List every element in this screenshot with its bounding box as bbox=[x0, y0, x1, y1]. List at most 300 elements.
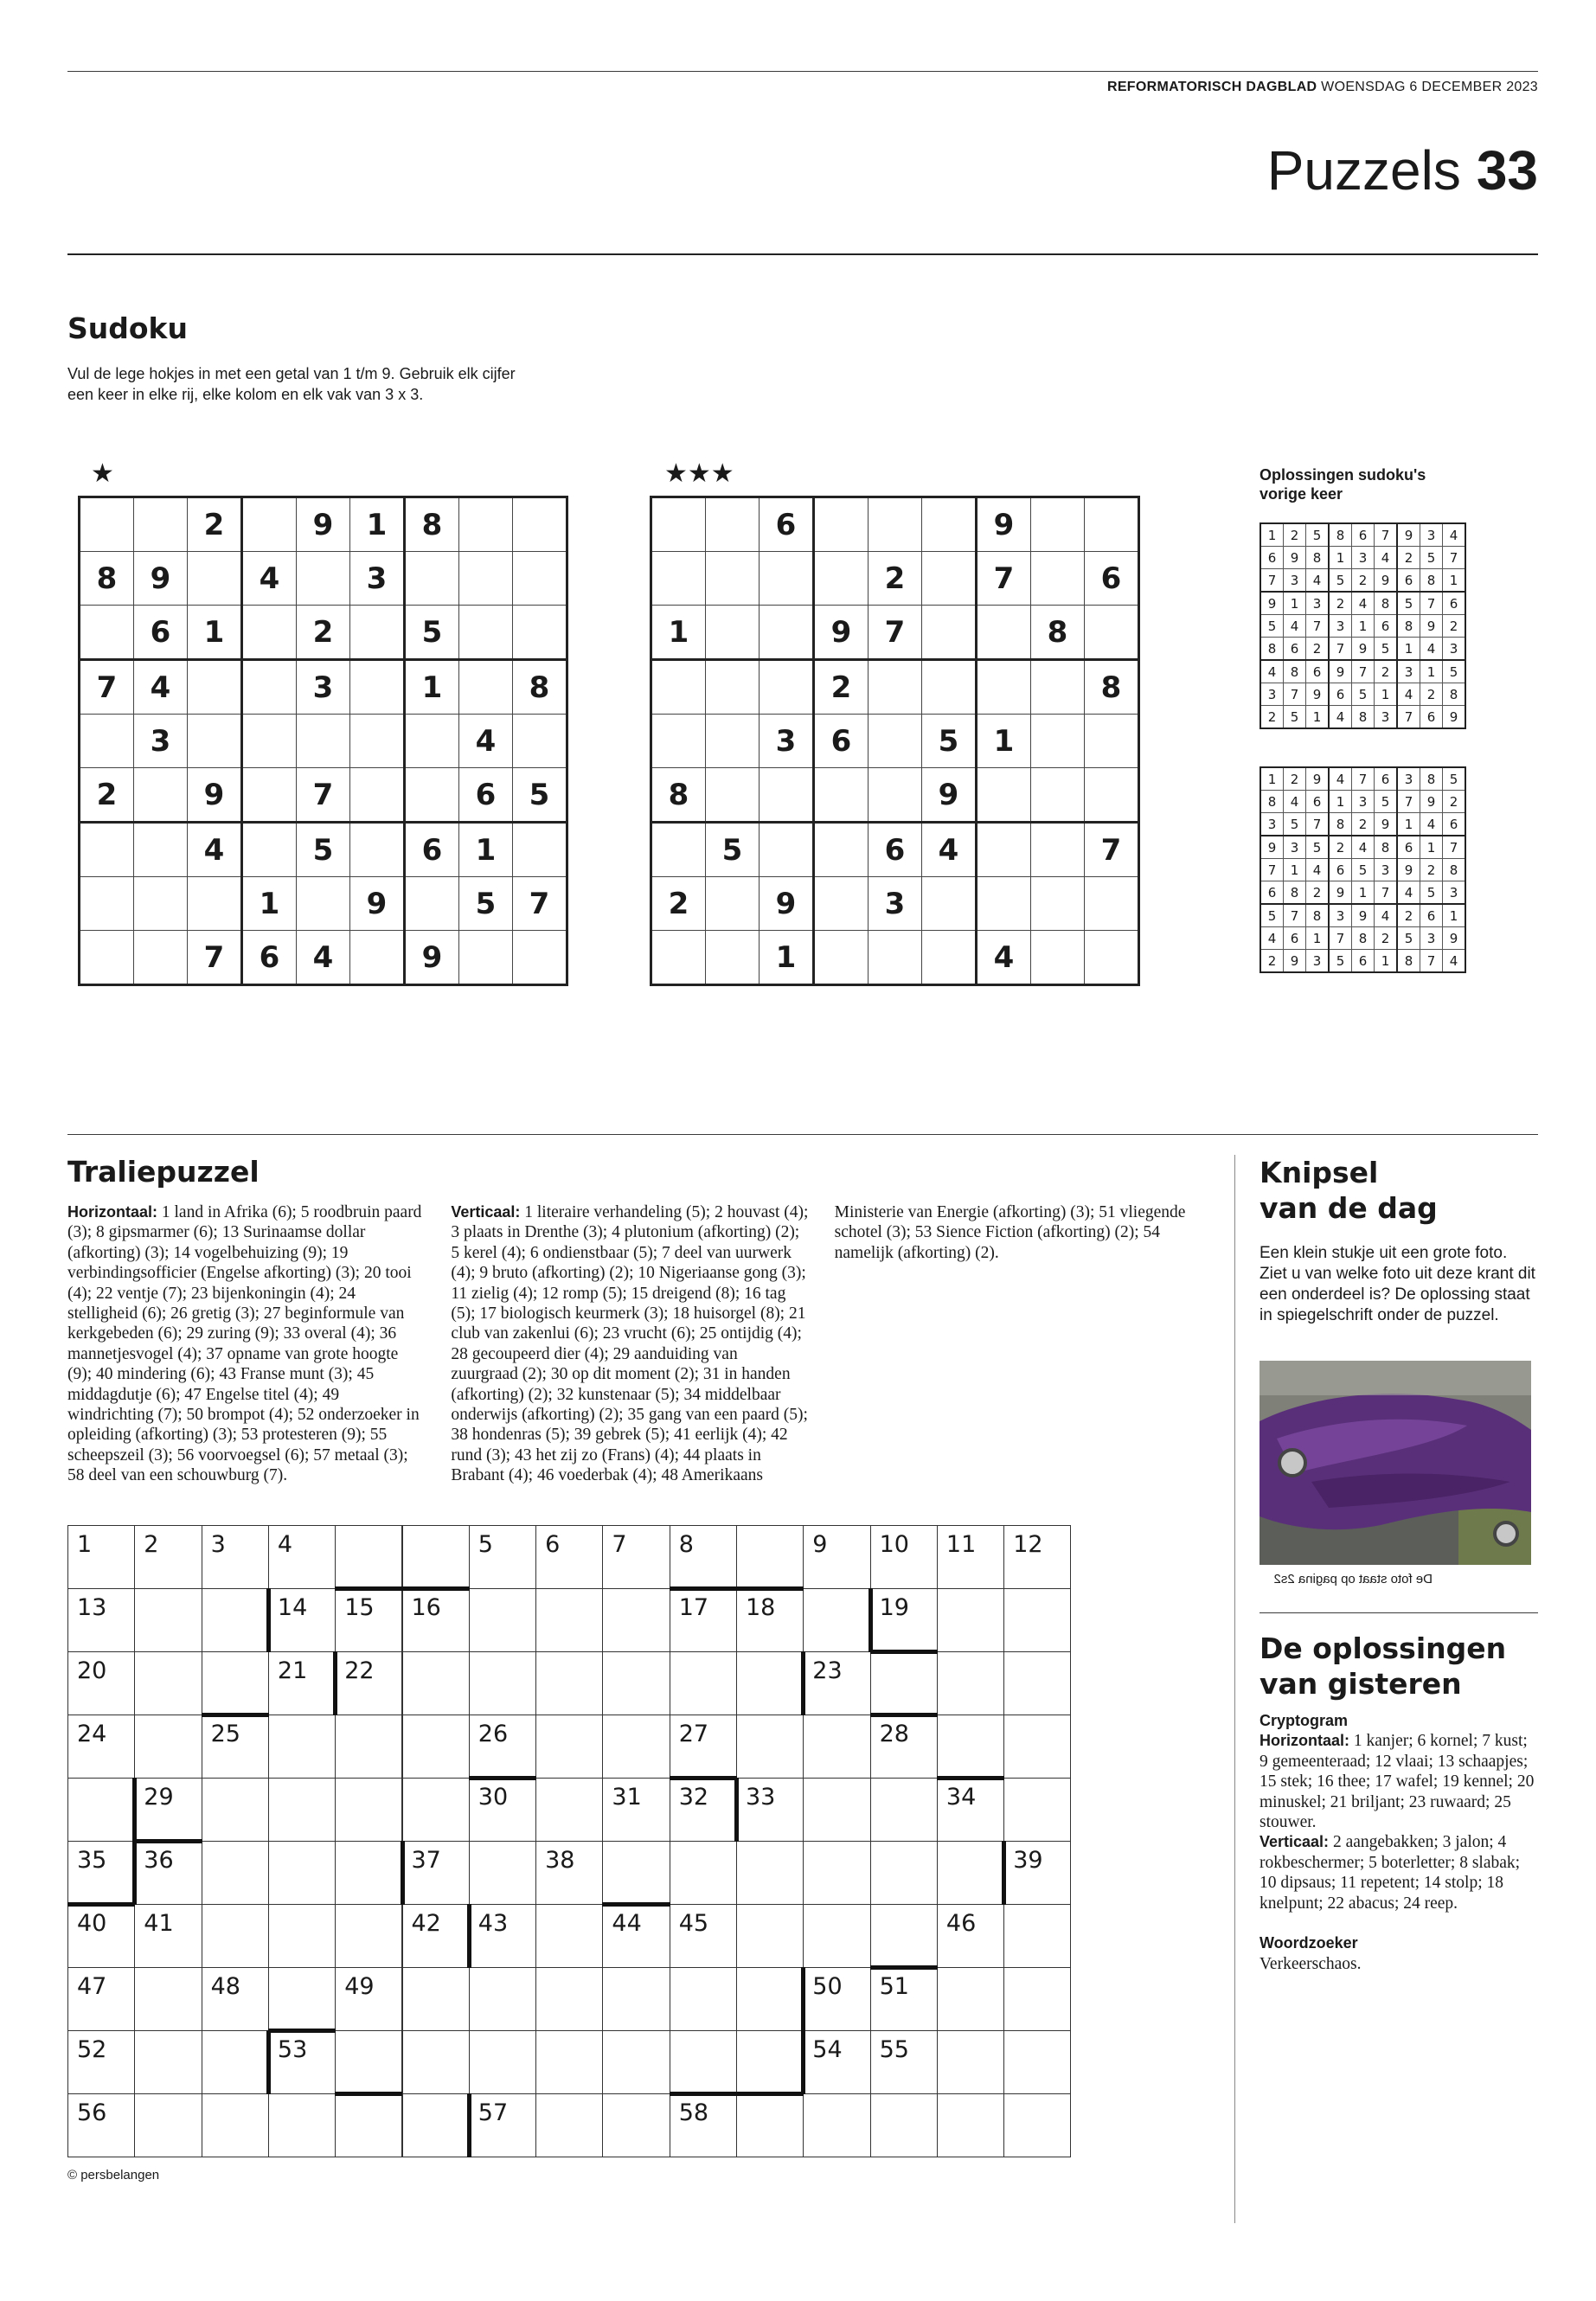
crossword-cell[interactable] bbox=[736, 1715, 804, 1779]
crossword-cell[interactable] bbox=[535, 1715, 603, 1779]
crossword-cell[interactable] bbox=[803, 1525, 870, 1589]
crossword-cell[interactable] bbox=[602, 1715, 670, 1779]
crossword-cell[interactable] bbox=[134, 1651, 202, 1715]
sudoku-cell-easy-cell bbox=[459, 660, 513, 715]
traliepuzzel-clues bbox=[67, 1202, 1192, 1497]
crossword-cell[interactable] bbox=[937, 2093, 1004, 2157]
crossword-bar bbox=[736, 2092, 804, 2096]
crossword-cell[interactable] bbox=[202, 1967, 269, 2031]
sudoku-cell-easy-cell: 3 bbox=[350, 552, 405, 606]
solution-1-cell: 4 bbox=[1375, 547, 1398, 569]
sudoku-cell-hard-cell bbox=[1031, 552, 1085, 606]
solution-1-cell: 5 bbox=[1329, 569, 1352, 593]
solution-2-cell: 3 bbox=[1284, 836, 1306, 859]
crossword-cell[interactable] bbox=[402, 1651, 470, 1715]
knipsel-rule bbox=[1259, 1612, 1538, 1613]
solution-1-cell: 3 bbox=[1420, 523, 1443, 547]
sudoku-cell-hard-cell bbox=[706, 606, 760, 660]
crossword-cell[interactable] bbox=[67, 1715, 135, 1779]
crossword-cell[interactable] bbox=[736, 2030, 804, 2094]
crossword-cell[interactable] bbox=[67, 1967, 135, 2031]
solution-2-cell: 9 bbox=[1375, 813, 1398, 836]
solution-2-cell: 4 bbox=[1306, 859, 1330, 881]
solution-2-row bbox=[1260, 791, 1465, 813]
crossword-bar bbox=[266, 2030, 271, 2094]
masthead bbox=[67, 80, 1538, 95]
sudoku-cell-easy-cell bbox=[134, 823, 188, 877]
crossword-cell[interactable] bbox=[670, 1651, 737, 1715]
crossword-cell[interactable] bbox=[870, 1904, 938, 1968]
crossword-number: 20 bbox=[77, 1657, 107, 1684]
crossword-cell[interactable] bbox=[268, 1715, 336, 1779]
knipsel-title-line2: van de dag bbox=[1259, 1191, 1438, 1225]
crossword-cell[interactable] bbox=[402, 2030, 470, 2094]
crossword-bar bbox=[734, 1778, 739, 1842]
solution-2-row bbox=[1260, 813, 1465, 836]
oplossingen-text bbox=[1259, 1711, 1536, 1974]
crossword-cell[interactable] bbox=[202, 1715, 269, 1779]
crossword-cell[interactable] bbox=[134, 1715, 202, 1779]
solution-1-cell: 4 bbox=[1420, 638, 1443, 661]
crossword-cell[interactable] bbox=[402, 1715, 470, 1779]
crossword-cell[interactable] bbox=[268, 1588, 336, 1652]
crossword-cell[interactable] bbox=[335, 1715, 402, 1779]
sudoku-cell-easy-cell bbox=[242, 606, 297, 660]
solution-2-cell: 1 bbox=[1375, 950, 1398, 973]
sudoku-cell-easy-row bbox=[80, 497, 567, 552]
crossword-cell[interactable] bbox=[335, 1841, 402, 1905]
solution-2-cell: 4 bbox=[1260, 927, 1284, 950]
crossword-cell[interactable] bbox=[268, 1778, 336, 1842]
crossword-cell[interactable] bbox=[134, 1904, 202, 1968]
crossword-cell[interactable] bbox=[602, 1525, 670, 1589]
solution-2-cell: 3 bbox=[1329, 904, 1352, 927]
crossword-cell[interactable] bbox=[535, 1525, 603, 1589]
crossword-cell[interactable] bbox=[202, 1904, 269, 1968]
crossword-cell[interactable] bbox=[803, 1588, 870, 1652]
sudoku-cell-hard-cell bbox=[814, 931, 869, 985]
crossword-cell[interactable] bbox=[469, 1904, 536, 1968]
solution-1-row bbox=[1260, 547, 1465, 569]
crossword-number: 41 bbox=[144, 1910, 174, 1937]
solution-1-cell: 8 bbox=[1443, 683, 1466, 706]
sudoku-cell-easy-cell bbox=[405, 715, 459, 768]
sudoku-cell-easy-cell bbox=[405, 552, 459, 606]
solution-2-cell: 7 bbox=[1375, 881, 1398, 905]
solution-2-cell: 5 bbox=[1420, 881, 1443, 905]
crossword-bar bbox=[801, 2030, 805, 2094]
crossword-cell[interactable] bbox=[736, 1841, 804, 1905]
crossword-cell[interactable] bbox=[870, 2093, 938, 2157]
crossword-cell[interactable] bbox=[202, 2030, 269, 2094]
crossword-cell[interactable] bbox=[535, 1588, 603, 1652]
crossword-cell[interactable] bbox=[736, 1651, 804, 1715]
crossword-cell[interactable] bbox=[535, 1904, 603, 1968]
crossword-cell[interactable] bbox=[268, 1967, 336, 2031]
sudoku-cell-hard-cell bbox=[869, 497, 922, 552]
sudoku-cell-hard-cell bbox=[814, 877, 869, 931]
solution-2-cell: 1 bbox=[1420, 836, 1443, 859]
crossword-cell[interactable] bbox=[670, 1841, 737, 1905]
sudoku-cell-easy-cell bbox=[80, 877, 134, 931]
crossword-cell[interactable] bbox=[870, 1967, 938, 2031]
crossword-cell[interactable] bbox=[202, 1778, 269, 1842]
crossword-cell[interactable] bbox=[134, 2093, 202, 2157]
crossword-number: 4 bbox=[277, 1531, 293, 1558]
sudoku-cell-easy-row bbox=[80, 660, 567, 715]
crossword-cell[interactable] bbox=[469, 1778, 536, 1842]
crossword-bar bbox=[870, 1713, 938, 1717]
solution-2-cell: 3 bbox=[1443, 881, 1466, 905]
crossword-cell[interactable] bbox=[670, 1525, 737, 1589]
sudoku-cell-easy-cell: 6 bbox=[405, 823, 459, 877]
crossword-cell[interactable] bbox=[736, 1588, 804, 1652]
crossword-cell[interactable] bbox=[335, 1588, 402, 1652]
solution-2-cell: 6 bbox=[1397, 836, 1420, 859]
solution-2-cell: 8 bbox=[1260, 791, 1284, 813]
crossword-cell[interactable] bbox=[803, 1651, 870, 1715]
crossword-cell[interactable] bbox=[870, 1778, 938, 1842]
crossword-cell[interactable] bbox=[402, 1841, 470, 1905]
solution-2-cell: 2 bbox=[1284, 767, 1306, 791]
crossword-cell[interactable] bbox=[469, 2093, 536, 2157]
oplossingen-title-line1: De oplossingen bbox=[1259, 1631, 1507, 1665]
sudoku-cell-easy-cell: 5 bbox=[297, 823, 350, 877]
solution-2-cell: 6 bbox=[1420, 904, 1443, 927]
crossword-cell[interactable] bbox=[870, 1588, 938, 1652]
sudoku-cell-hard-cell: 8 bbox=[1031, 606, 1085, 660]
crossword-cell[interactable] bbox=[670, 1588, 737, 1652]
crossword-cell[interactable] bbox=[1003, 2093, 1071, 2157]
crossword-cell[interactable] bbox=[202, 1588, 269, 1652]
sudoku-cell-hard-cell bbox=[1031, 823, 1085, 877]
crossword-cell[interactable] bbox=[736, 1967, 804, 2031]
traliepuzzel-title: Traliepuzzel bbox=[67, 1155, 260, 1189]
sudoku-cell-easy-cell: 7 bbox=[80, 660, 134, 715]
crossword-cell[interactable] bbox=[134, 2030, 202, 2094]
sudoku-cell-easy-cell: 7 bbox=[297, 768, 350, 823]
crossword-cell[interactable] bbox=[937, 1651, 1004, 1715]
crossword-cell[interactable] bbox=[402, 1967, 470, 2031]
crossword-cell[interactable] bbox=[268, 2030, 336, 2094]
crossword-cell[interactable] bbox=[535, 1841, 603, 1905]
crossword-number: 42 bbox=[411, 1910, 441, 1937]
crossword-cell[interactable] bbox=[202, 1841, 269, 1905]
solution-1-cell: 1 bbox=[1306, 706, 1330, 729]
crossword-cell[interactable] bbox=[803, 1967, 870, 2031]
crossword-cell[interactable] bbox=[134, 1967, 202, 2031]
crossword-cell[interactable] bbox=[202, 1525, 269, 1589]
solution-2-cell: 1 bbox=[1306, 927, 1330, 950]
crossword-cell[interactable] bbox=[937, 2030, 1004, 2094]
crossword-cell[interactable] bbox=[134, 1588, 202, 1652]
crossword-number: 25 bbox=[210, 1721, 240, 1747]
crossword-cell[interactable] bbox=[134, 1841, 202, 1905]
woordzoeker-label: Woordzoeker bbox=[1259, 1934, 1358, 1952]
crossword-cell[interactable] bbox=[67, 1651, 135, 1715]
crossword-cell[interactable] bbox=[602, 1778, 670, 1842]
crossword-cell[interactable] bbox=[268, 1651, 336, 1715]
solution-2-cell: 7 bbox=[1352, 767, 1375, 791]
solution-1-cell: 3 bbox=[1397, 660, 1420, 683]
crossword-cell[interactable] bbox=[268, 1841, 336, 1905]
crossword-cell[interactable] bbox=[469, 1525, 536, 1589]
sudoku-cell-hard-cell bbox=[706, 552, 760, 606]
section-title: Puzzels bbox=[1266, 139, 1461, 202]
crossword-number: 27 bbox=[678, 1721, 709, 1747]
crossword-cell[interactable] bbox=[602, 2030, 670, 2094]
crossword-cell[interactable] bbox=[670, 1904, 737, 1968]
crossword-cell[interactable] bbox=[937, 1588, 1004, 1652]
crossword-cell[interactable] bbox=[937, 1841, 1004, 1905]
crossword-number: 1 bbox=[77, 1531, 93, 1558]
crossword-cell[interactable] bbox=[803, 2093, 870, 2157]
crossword-cell[interactable] bbox=[803, 1715, 870, 1779]
sudoku-cell-easy-cell bbox=[242, 660, 297, 715]
crossword-cell[interactable] bbox=[134, 1778, 202, 1842]
crossword-cell[interactable] bbox=[937, 1967, 1004, 2031]
crossword-cell[interactable] bbox=[535, 1651, 603, 1715]
crossword-cell[interactable] bbox=[870, 1715, 938, 1779]
solution-1-cell: 9 bbox=[1260, 592, 1284, 615]
sudoku-cell-hard-cell: 7 bbox=[869, 606, 922, 660]
crossword-cell[interactable] bbox=[535, 1967, 603, 2031]
sudoku-cell-hard-cell bbox=[1031, 877, 1085, 931]
crossword-cell[interactable] bbox=[268, 1904, 336, 1968]
solution-1-cell: 8 bbox=[1397, 615, 1420, 638]
solution-1-cell: 4 bbox=[1397, 683, 1420, 706]
photo-fragment-image bbox=[1259, 1361, 1531, 1565]
crossword-number: 37 bbox=[411, 1847, 441, 1874]
crossword-cell[interactable] bbox=[268, 1525, 336, 1589]
solution-2-cell: 7 bbox=[1329, 927, 1352, 950]
crossword-cell[interactable] bbox=[803, 2030, 870, 2094]
crossword-number: 26 bbox=[478, 1721, 509, 1747]
solution-2-cell: 2 bbox=[1306, 881, 1330, 905]
sudoku-cell-hard-cell bbox=[922, 931, 977, 985]
sudoku-cell-hard-cell: 5 bbox=[706, 823, 760, 877]
crossword-cell[interactable] bbox=[67, 1588, 135, 1652]
crossword-cell[interactable] bbox=[937, 1904, 1004, 1968]
crossword-bar bbox=[335, 2092, 402, 2096]
sudoku-cell-hard-cell: 6 bbox=[869, 823, 922, 877]
crossword-cell[interactable] bbox=[670, 2030, 737, 2094]
crossword-number: 53 bbox=[277, 2036, 308, 2063]
sudoku-cell-easy-cell: 4 bbox=[242, 552, 297, 606]
sudoku-cell-hard-cell bbox=[922, 497, 977, 552]
crossword-cell[interactable] bbox=[402, 1904, 470, 1968]
crossword-cell[interactable] bbox=[736, 2093, 804, 2157]
solution-2-cell: 3 bbox=[1306, 950, 1330, 973]
crossword-cell[interactable] bbox=[602, 1588, 670, 1652]
crossword-cell[interactable] bbox=[1003, 1651, 1071, 1715]
issue-date: WOENSDAG 6 DECEMBER 2023 bbox=[1321, 80, 1538, 94]
solution-1-cell: 4 bbox=[1443, 523, 1466, 547]
sudoku-cell-easy-cell bbox=[350, 660, 405, 715]
crossword-cell[interactable] bbox=[870, 1525, 938, 1589]
sudoku-cell-easy-cell: 7 bbox=[188, 931, 242, 985]
solution-2-cell: 5 bbox=[1284, 813, 1306, 836]
crossword-cell[interactable] bbox=[335, 2030, 402, 2094]
crossword-cell[interactable] bbox=[67, 1525, 135, 1589]
crossword-bar bbox=[333, 1651, 337, 1715]
crossword-cell[interactable] bbox=[67, 1778, 135, 1842]
crossword-cell[interactable] bbox=[1003, 2030, 1071, 2094]
crossword-cell[interactable] bbox=[602, 1967, 670, 2031]
solution-1-cell: 7 bbox=[1284, 683, 1306, 706]
crossword-cell[interactable] bbox=[870, 1841, 938, 1905]
crossword-cell[interactable] bbox=[535, 2093, 603, 2157]
crossword-cell[interactable] bbox=[335, 1967, 402, 2031]
solution-2-cell: 7 bbox=[1397, 791, 1420, 813]
crossword-cell[interactable] bbox=[535, 2030, 603, 2094]
crossword-cell[interactable] bbox=[268, 2093, 336, 2157]
solution-2-cell: 2 bbox=[1375, 927, 1398, 950]
crossword-cell[interactable] bbox=[469, 1967, 536, 2031]
solution-1-cell: 5 bbox=[1443, 660, 1466, 683]
crossword-bar bbox=[670, 1586, 737, 1591]
crossword-cell[interactable] bbox=[870, 2030, 938, 2094]
crossword-cell[interactable] bbox=[937, 1525, 1004, 1589]
crossword-cell[interactable] bbox=[1003, 1588, 1071, 1652]
sudoku-cell-easy-cell bbox=[80, 931, 134, 985]
header-rule bbox=[67, 253, 1538, 255]
crossword-bar bbox=[870, 1965, 938, 1970]
crossword-cell[interactable] bbox=[67, 2093, 135, 2157]
crossword-cell[interactable] bbox=[469, 1715, 536, 1779]
solution-2-cell: 9 bbox=[1420, 791, 1443, 813]
crossword-cell[interactable] bbox=[670, 2093, 737, 2157]
crossword-cell[interactable] bbox=[602, 2093, 670, 2157]
crossword-bar bbox=[801, 1967, 805, 2031]
crossword-cell[interactable] bbox=[670, 1778, 737, 1842]
solution-2-cell: 4 bbox=[1352, 836, 1375, 859]
crossword-cell[interactable] bbox=[937, 1715, 1004, 1779]
crossword-number: 30 bbox=[478, 1784, 509, 1811]
crossword-cell[interactable] bbox=[402, 1588, 470, 1652]
sudoku-cell-hard-row bbox=[651, 877, 1139, 931]
crossword-cell[interactable] bbox=[134, 1525, 202, 1589]
solution-2-row bbox=[1260, 836, 1465, 859]
crossword-cell[interactable] bbox=[736, 1525, 804, 1589]
crossword-number: 51 bbox=[879, 1973, 909, 2000]
solution-1-cell: 4 bbox=[1329, 706, 1352, 729]
crossword-cell[interactable] bbox=[202, 1651, 269, 1715]
solution-2-cell: 2 bbox=[1420, 859, 1443, 881]
solution-2-cell: 8 bbox=[1375, 836, 1398, 859]
solution-2-row bbox=[1260, 950, 1465, 973]
sudoku-cell-hard-cell: 1 bbox=[977, 715, 1031, 768]
crossword-cell[interactable] bbox=[870, 1651, 938, 1715]
crossword-grid bbox=[67, 1525, 1071, 2157]
crossword-cell[interactable] bbox=[335, 1651, 402, 1715]
crossword-cell[interactable] bbox=[67, 2030, 135, 2094]
sudoku-cell-easy-row bbox=[80, 606, 567, 660]
sudoku-2-stars: ★★★ bbox=[664, 459, 734, 488]
sudoku-cell-easy-cell: 9 bbox=[350, 877, 405, 931]
crossword-cell[interactable] bbox=[402, 1525, 470, 1589]
crossword-cell[interactable] bbox=[335, 1778, 402, 1842]
crossword-cell[interactable] bbox=[602, 1651, 670, 1715]
crossword-cell[interactable] bbox=[469, 1651, 536, 1715]
crossword-number: 49 bbox=[344, 1973, 375, 2000]
crossword-cell[interactable] bbox=[335, 1904, 402, 1968]
crossword-cell[interactable] bbox=[1003, 1715, 1071, 1779]
sudoku-cell-easy-cell bbox=[350, 823, 405, 877]
sudoku-cell-easy-cell bbox=[80, 497, 134, 552]
crossword-cell[interactable] bbox=[67, 1841, 135, 1905]
crossword-cell[interactable] bbox=[1003, 1841, 1071, 1905]
crossword-cell[interactable] bbox=[1003, 1525, 1071, 1589]
sudoku-cell-hard-cell bbox=[706, 715, 760, 768]
crossword-cell[interactable] bbox=[602, 1904, 670, 1968]
crossword-cell[interactable] bbox=[202, 2093, 269, 2157]
solution-2-cell: 2 bbox=[1352, 813, 1375, 836]
crossword-cell[interactable] bbox=[469, 1588, 536, 1652]
solution-2-cell: 4 bbox=[1284, 791, 1306, 813]
sudoku-cell-easy-cell bbox=[297, 877, 350, 931]
crossword-cell[interactable] bbox=[335, 2093, 402, 2157]
sudoku-cell-hard-cell: 3 bbox=[760, 715, 814, 768]
crossword-cell[interactable] bbox=[402, 1778, 470, 1842]
sudoku-cell-hard-cell: 2 bbox=[869, 552, 922, 606]
sudoku-cell-easy-cell: 1 bbox=[242, 877, 297, 931]
solution-2-cell: 3 bbox=[1397, 767, 1420, 791]
sudoku-cell-easy-cell bbox=[242, 715, 297, 768]
solution-2-cell: 9 bbox=[1397, 859, 1420, 881]
crossword-cell[interactable] bbox=[803, 1841, 870, 1905]
solution-2-cell: 3 bbox=[1375, 859, 1398, 881]
crossword-cell[interactable] bbox=[67, 1904, 135, 1968]
sudoku-cell-easy-cell bbox=[459, 497, 513, 552]
crossword-cell[interactable] bbox=[1003, 1967, 1071, 2031]
crossword-cell[interactable] bbox=[937, 1778, 1004, 1842]
crossword-cell[interactable] bbox=[402, 2093, 470, 2157]
solution-1-cell: 7 bbox=[1260, 569, 1284, 593]
crossword-cell[interactable] bbox=[602, 1841, 670, 1905]
sudoku-cell-hard-cell bbox=[760, 768, 814, 823]
crossword-number: 23 bbox=[812, 1657, 843, 1684]
solution-1-cell: 6 bbox=[1260, 547, 1284, 569]
crossword-cell[interactable] bbox=[469, 2030, 536, 2094]
solution-1-cell: 3 bbox=[1329, 615, 1352, 638]
crossword-cell[interactable] bbox=[1003, 1904, 1071, 1968]
crossword-cell[interactable] bbox=[803, 1778, 870, 1842]
crossword-cell[interactable] bbox=[469, 1841, 536, 1905]
sudoku-cell-hard-cell: 1 bbox=[760, 931, 814, 985]
crossword-cell[interactable] bbox=[803, 1904, 870, 1968]
sudoku-cell-hard-cell bbox=[760, 606, 814, 660]
solution-1-cell: 4 bbox=[1284, 615, 1306, 638]
crossword-cell[interactable] bbox=[736, 1778, 804, 1842]
solution-2-cell: 1 bbox=[1284, 859, 1306, 881]
sudoku-cell-hard-cell bbox=[760, 552, 814, 606]
crossword-cell[interactable] bbox=[670, 1967, 737, 2031]
crossword-cell[interactable] bbox=[736, 1904, 804, 1968]
sudoku-cell-hard-cell: 6 bbox=[814, 715, 869, 768]
sudoku-cell-easy-cell: 7 bbox=[513, 877, 567, 931]
crossword-cell[interactable] bbox=[335, 1525, 402, 1589]
sudoku-cell-hard-cell: 6 bbox=[760, 497, 814, 552]
crossword-cell[interactable] bbox=[1003, 1778, 1071, 1842]
crossword-cell[interactable] bbox=[670, 1715, 737, 1779]
sudoku-cell-hard-cell bbox=[814, 497, 869, 552]
sudoku-cell-hard-cell bbox=[1031, 660, 1085, 715]
sudoku-cell-easy-cell: 1 bbox=[188, 606, 242, 660]
crossword-cell[interactable] bbox=[535, 1778, 603, 1842]
solution-1-cell: 9 bbox=[1397, 523, 1420, 547]
sudoku-cell-hard-cell bbox=[760, 660, 814, 715]
